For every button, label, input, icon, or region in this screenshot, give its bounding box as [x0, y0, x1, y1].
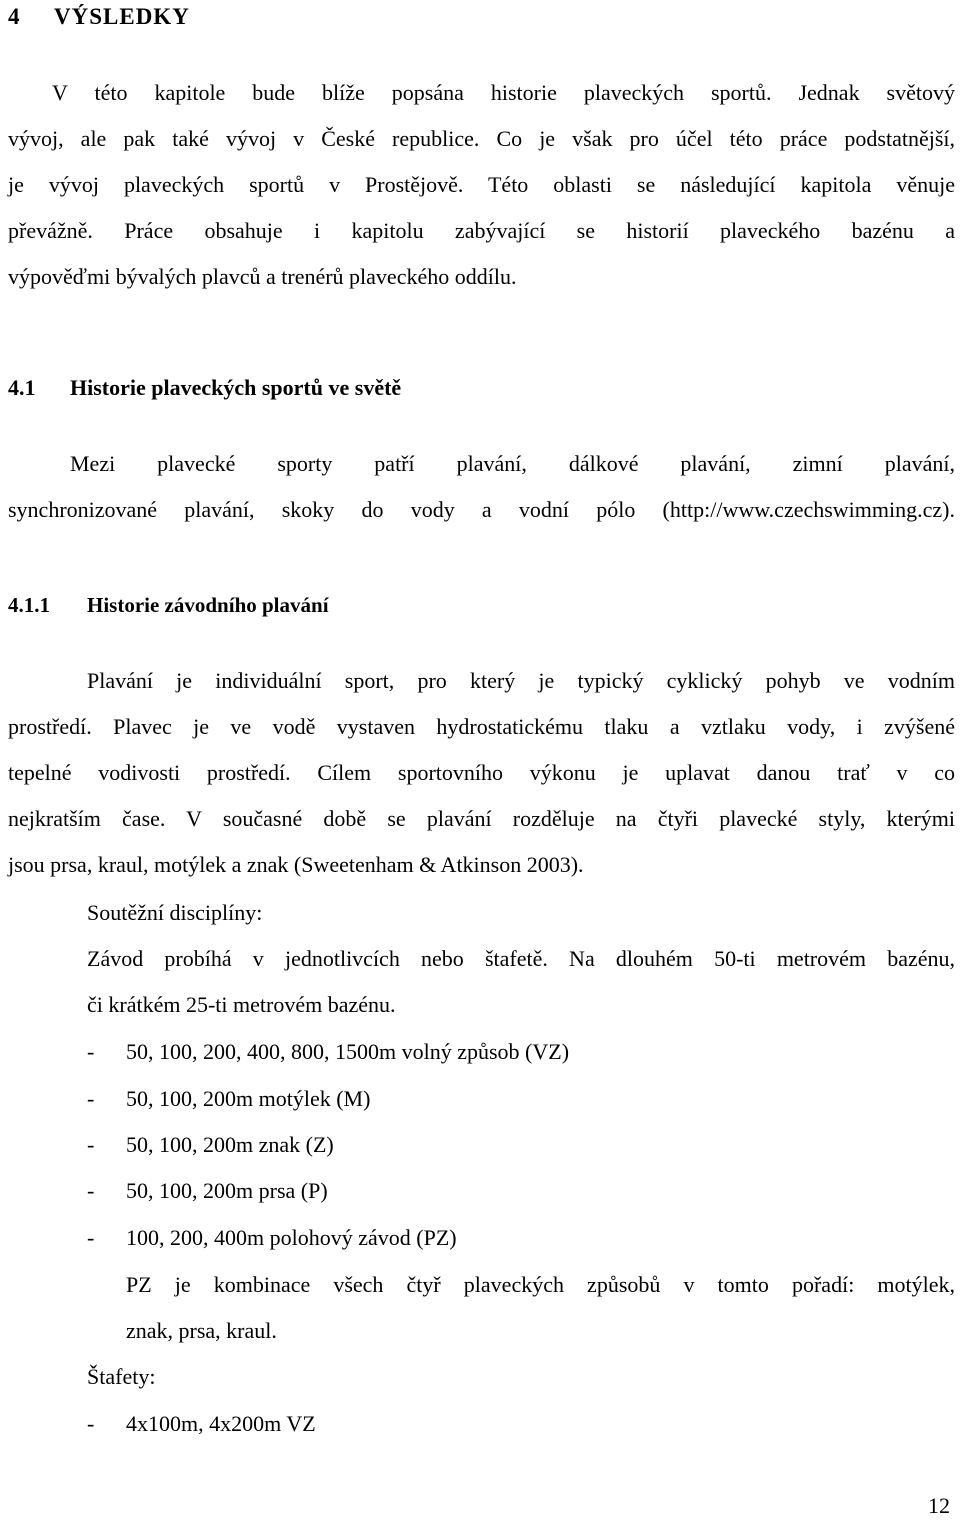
- list-dash: -: [87, 1178, 95, 1203]
- list-item-text: 50, 100, 200m prsa (P): [126, 1178, 328, 1203]
- pz-note-line: PZ je kombinace všech čtyř plaveckých způsobů v tomto pořadí: motýlek,: [126, 1272, 955, 1297]
- list-dash: -: [87, 1086, 95, 1111]
- list-item-text: 50, 100, 200, 400, 800, 1500m volný způsob (VZ): [126, 1039, 570, 1064]
- relays-label: Štafety:: [87, 1364, 156, 1389]
- subsection-number: 4.1.1: [8, 593, 50, 617]
- disciplines-label: Soutěžní disciplíny:: [87, 900, 263, 925]
- intro-line: je vývoj plaveckých sportů v Prostějově. Této oblasti se následující kapitola věnuje: [8, 172, 955, 197]
- intro-line: vývoj, ale pak také vývoj v České republice. Co je však pro účel této práce podstatnější,: [8, 126, 955, 151]
- section-line: Mezi plavecké sporty patří plavání, dálkové plavání, zimní plavání,: [70, 451, 955, 476]
- section-line: synchronizované plavání, skoky do vody a vodní pólo (http://www.czechswimming.cz).: [8, 497, 955, 522]
- subsection-title: Historie závodního plavání: [87, 593, 329, 617]
- chapter-number: 4: [8, 4, 21, 29]
- subsection-line: Plavání je individuální sport, pro který je typický cyklický pohyb ve vodním: [87, 668, 955, 693]
- chapter-heading: [8, 4, 190, 30]
- list-item: [87, 1411, 316, 1437]
- list-item-text: 100, 200, 400m polohový závod (PZ): [126, 1225, 457, 1250]
- intro-line: výpověďmi bývalých plavců a trenérů plaveckého oddílu.: [8, 264, 517, 289]
- list-item-text: 50, 100, 200m znak (Z): [126, 1132, 334, 1157]
- section-number: 4.1: [8, 375, 36, 400]
- list-item: [87, 1225, 457, 1251]
- subsection-heading: [8, 593, 329, 618]
- pz-note-line: znak, prsa, kraul.: [126, 1318, 277, 1343]
- subsection-line: nejkratším čase. V současné době se plavání rozděluje na čtyři plavecké styly, kterými: [8, 806, 955, 831]
- chapter-title: VÝSLEDKY: [54, 4, 190, 29]
- list-item: [87, 1132, 334, 1158]
- page-number: 12: [928, 1493, 950, 1518]
- intro-line: převážně. Práce obsahuje i kapitolu zabývající se historií plaveckého bazénu a: [8, 218, 955, 243]
- list-item-text: 4x100m, 4x200m VZ: [126, 1411, 316, 1436]
- section-title: Historie plaveckých sportů ve světě: [70, 375, 402, 400]
- section-heading: [8, 375, 401, 401]
- list-dash: -: [87, 1039, 95, 1064]
- list-item: [87, 1086, 370, 1112]
- list-item: [87, 1039, 569, 1065]
- list-dash: -: [87, 1411, 95, 1436]
- subsection-line: tepelné vodivosti prostředí. Cílem sportovního výkonu je uplavat danou trať v co: [8, 760, 955, 785]
- subsection-line: prostředí. Plavec je ve vodě vystaven hydrostatickému tlaku a vztlaku vody, i zvýšené: [8, 714, 955, 739]
- list-dash: -: [87, 1132, 95, 1157]
- intro-line: V této kapitole bude blíže popsána historie plaveckých sportů. Jednak světový: [52, 80, 955, 105]
- list-item-text: 50, 100, 200m motýlek (M): [126, 1086, 371, 1111]
- subsection-line: jsou prsa, kraul, motýlek a znak (Sweetenham & Atkinson 2003).: [8, 852, 584, 877]
- list-dash: -: [87, 1225, 95, 1250]
- race-line: Závod probíhá v jednotlivcích nebo štafetě. Na dlouhém 50-ti metrovém bazénu,: [87, 946, 955, 971]
- list-item: [87, 1178, 328, 1204]
- race-line: či krátkém 25-ti metrovém bazénu.: [87, 992, 396, 1017]
